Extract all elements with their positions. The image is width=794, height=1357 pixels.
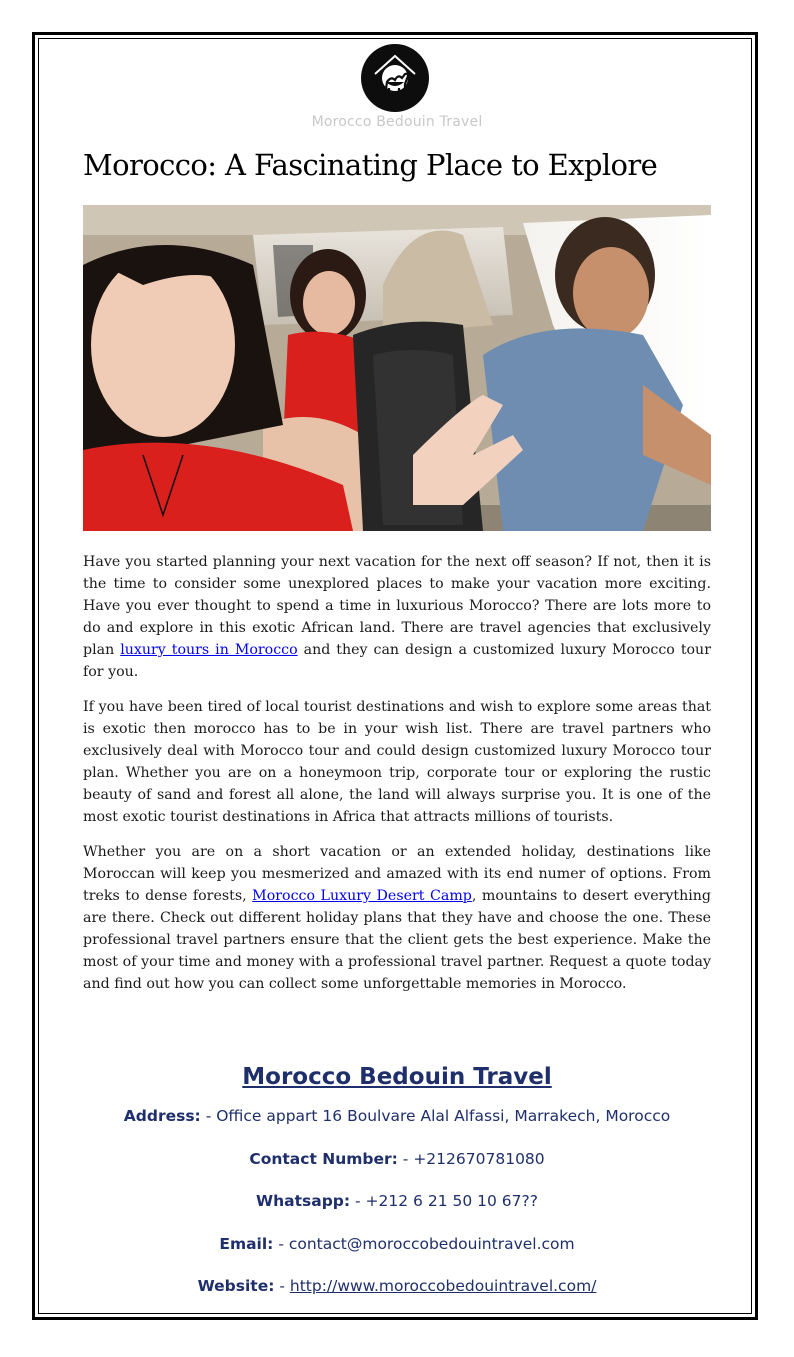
whatsapp-value: - +212 6 21 50 10 67?? <box>350 1192 538 1210</box>
camel-tent-icon <box>361 44 429 112</box>
phone-value: - +212670781080 <box>397 1149 545 1168</box>
address-value: - Office appart 16 Boulvare Alal Alfassi, Marrakech, Morocco <box>200 1107 671 1125</box>
email-label: Email: <box>219 1234 274 1253</box>
website-separator: - <box>274 1277 290 1295</box>
car-selfie-photo <box>83 205 711 531</box>
whatsapp-line <box>0 1190 794 1224</box>
luxury-tours-link[interactable]: luxury tours in Morocco <box>120 642 298 658</box>
website-label: Website: <box>197 1277 275 1295</box>
phone-label: Contact Number: <box>249 1149 398 1168</box>
website-link[interactable]: http://www.moroccobedouintravel.com/ <box>289 1277 597 1295</box>
website-line <box>0 1275 794 1309</box>
address-line <box>0 1105 794 1139</box>
address-label: Address: <box>123 1107 201 1125</box>
page-title: Morocco: A Fascinating Place to Explore <box>83 148 658 182</box>
email-line <box>0 1233 794 1267</box>
article-body <box>83 551 711 1008</box>
paragraph-destinations: If you have been tired of local tourist destinations and wish to explore some areas that is exotic then morocco has to be in your wish list. There are travel partners who exclusively deal with Morocco tour and could design customized luxury Morocco tour plan. Whether you are on a honeymoon trip, corporate tour or exploring the rustic beauty of sand and forest all alone, the land will always surprise you. It is one of the most exotic tourist destinations in Africa that attracts millions of tourists. <box>83 699 711 825</box>
logo <box>361 44 429 112</box>
whatsapp-label: Whatsapp: <box>256 1192 351 1210</box>
phone-line <box>0 1148 794 1182</box>
contact-section <box>0 1064 794 1318</box>
paragraph-intro: Have you started planning your next vacation for the next off season? If not, then it is the time to consider some unexplored places to make your vacation more exciting. Have you ever thought to spend a time in luxurious Morocco? There are lots more to do and explore in this exotic African land. There are travel agencies that exclusively plan luxury tours in Morocco and they can design a customized luxury Morocco tour for you. <box>83 554 711 680</box>
contact-heading: Morocco Bedouin Travel <box>242 1064 552 1090</box>
email-value: - contact@moroccobedouintravel.com <box>273 1234 575 1253</box>
paragraph-holiday: Whether you are on a short vacation or an extended holiday, destinations like Moroccan will keep you mesmerized and amazed with its end numer of options. From treks to dense forests, Morocco Luxury Desert Camp, mountains to desert everything are there. Check out different holiday plans that they have and choose the one. These professional travel partners ensure that the client gets the best experience. Make the most of your time and money with a professional travel partner. Request a quote today and find out how you can collect some unforgettable memories in Morocco. <box>83 844 711 992</box>
logo-brand-name: Morocco Bedouin Travel <box>311 114 483 130</box>
desert-camp-link[interactable]: Morocco Luxury Desert Camp <box>252 888 472 904</box>
